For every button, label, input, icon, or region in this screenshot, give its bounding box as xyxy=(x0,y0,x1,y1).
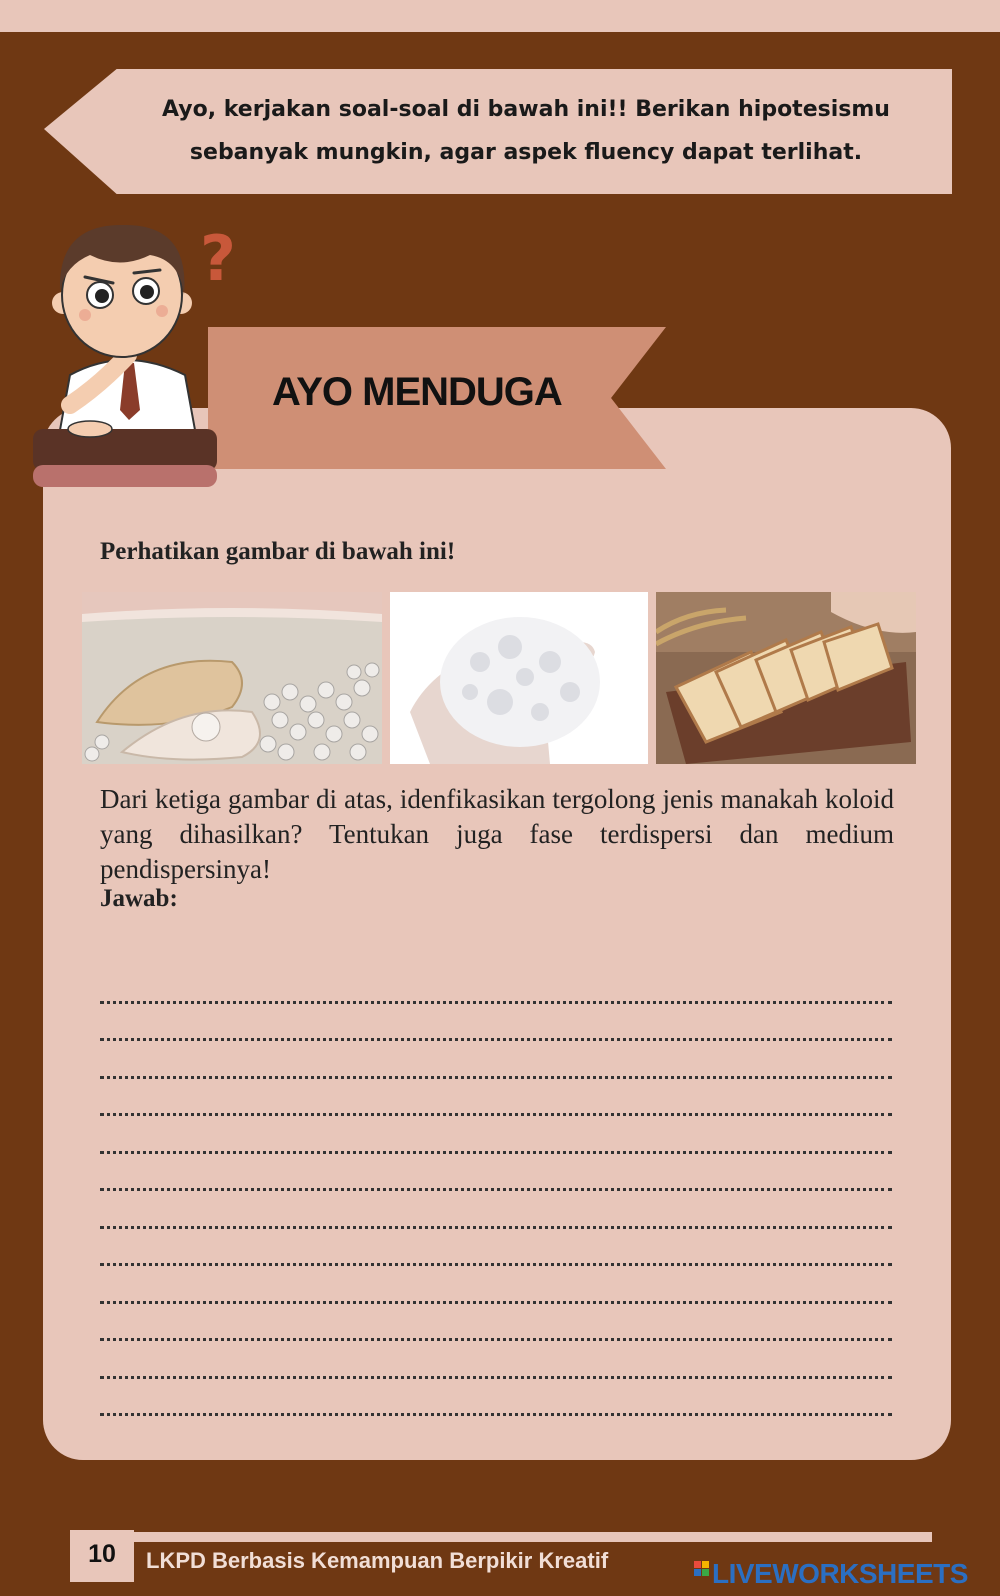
answer-line[interactable] xyxy=(100,1341,892,1379)
answer-line[interactable] xyxy=(100,1379,892,1417)
answer-line[interactable] xyxy=(100,1041,892,1079)
answer-line[interactable] xyxy=(100,1229,892,1267)
instruction-banner-text xyxy=(116,88,936,174)
answer-line[interactable] xyxy=(100,1116,892,1154)
instruction-text: Perhatikan gambar di bawah ini! xyxy=(100,538,456,565)
answer-area[interactable] xyxy=(100,966,892,1416)
answer-line[interactable] xyxy=(100,1079,892,1117)
answer-label: Jawab: xyxy=(100,885,178,912)
pearl-in-oyster-photo xyxy=(82,592,382,764)
answer-line[interactable] xyxy=(100,1304,892,1342)
question-text: Dari ketiga gambar di atas, idenfikasikan tergolong jenis manakah koloid yang dihasilkan? Tentukan juga fase terdispersi dan medium pendispersinya! xyxy=(100,784,894,884)
footer-rule xyxy=(78,1532,932,1542)
answer-line[interactable] xyxy=(100,1191,892,1229)
answer-line[interactable] xyxy=(100,1266,892,1304)
thinking-student-illustration xyxy=(30,215,250,500)
sliced-bread-photo xyxy=(656,592,916,764)
liveworksheets-watermark: LIVEWORKSHEETS xyxy=(712,1558,968,1589)
answer-line[interactable] xyxy=(100,1154,892,1192)
section-title: AYO MENDUGA xyxy=(272,370,562,414)
banner-line-1: Ayo, kerjakan soal-soal di bawah ini!! Berikan hipotesismu xyxy=(162,97,890,122)
footer-title: LKPD Berbasis Kemampuan Berpikir Kreatif xyxy=(146,1548,609,1573)
liveworksheets-logo-icon xyxy=(694,1561,709,1576)
top-band xyxy=(0,0,1000,32)
answer-line[interactable] xyxy=(100,1004,892,1042)
banner-line-2: sebanyak mungkin, agar aspek fluency dapat terlihat. xyxy=(189,140,863,165)
svg-text:?: ? xyxy=(200,222,236,295)
soap-foam-hand-photo xyxy=(390,592,648,764)
page-number: 10 xyxy=(88,1540,116,1568)
answer-line[interactable] xyxy=(100,966,892,1004)
